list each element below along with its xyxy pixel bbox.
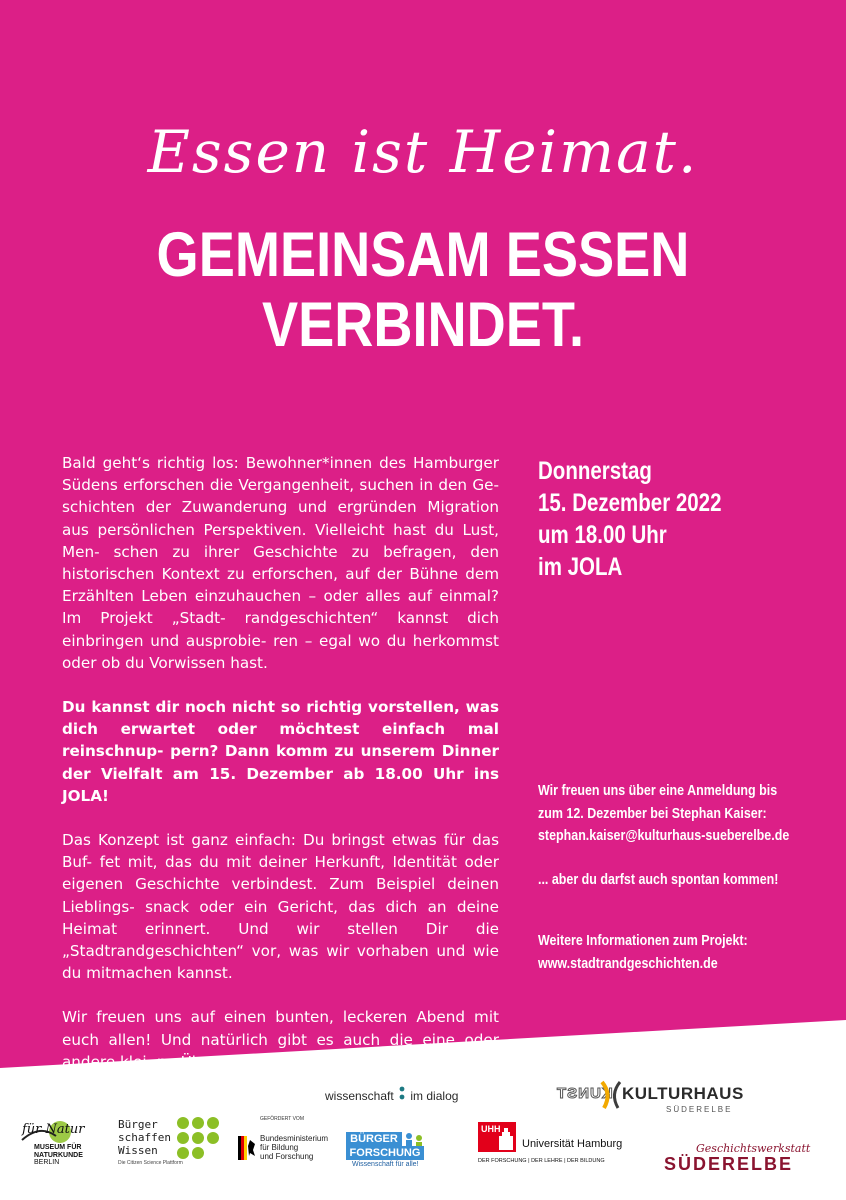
kulturhaus-swoosh-icon: [600, 1080, 622, 1110]
logo-universitaet-hamburg: UHH Universität Hamburg DER FORSCHUNG | DER LEHRE | DER BILDUNG: [478, 1124, 623, 1164]
event-weekday: Donnerstag: [538, 457, 652, 485]
logo-kulturhaus-suederelbe: KUNST KULTURHAUS SÜDERELBE: [556, 1080, 736, 1126]
castle-icon: [498, 1128, 514, 1150]
invitation-paragraph: Du kannst dir noch nicht so richtig vorstellen, was dich erwartet oder möchtest einfach mal reinschnup- pern? Dann komm zu unserem Dinner der Vielfalt am 15. Dezember ab 18.00 Uhr ins JOLA!: [62, 698, 499, 805]
body-text: [62, 452, 499, 1095]
event-time: um 18.00 Uhr: [538, 521, 667, 549]
logo-bmbf: GEFÖRDERT VOM Bundesministerium für Bildung und Forschung: [238, 1116, 328, 1166]
logo-museum-fuer-naturkunde: für Natur MUSEUM FÜR NATURKUNDE BERLIN: [20, 1120, 92, 1170]
logo-wissenschaft-im-dialog: wissenschaft im dialog: [325, 1086, 458, 1103]
closing-paragraph: Wir freuen uns auf einen bunten, leckeren Abend mit euch allen! Und natürlich gibt es auch die eine oder andere klei- ne Überraschung...: [62, 1008, 500, 1071]
script-title: Essen ist Heimat.: [147, 118, 699, 186]
logo-geschichtswerkstatt-suederelbe: Geschichtswerkstatt SÜDERELBE: [664, 1142, 811, 1174]
project-website-link[interactable]: www.stadtrandgeschichten.de: [538, 955, 718, 972]
dots-icon: [399, 1086, 405, 1100]
registration-info: Wir freuen uns über eine Anmeldung bis zum 12. Dezember bei Stephan Kaiser: stephan.kaiser@kulturhaus-sueberelbe.de: [538, 780, 789, 848]
more-info: Weitere Informationen zum Projekt: www.stadtrandgeschichten.de: [538, 930, 748, 975]
concept-paragraph: Das Konzept ist ganz einfach: Du bringst etwas für das Buf- fet mit, das du mit deiner Herkunft, Identität oder eigenen Geschichte verbindest. Zum Beispiel deinen Lieblings- snack oder ein Gericht, das dich an deine Heimat erinnert. Und wir stellen Dir die „Stadtrandgeschichten“ vor, was wir vorhaben und wie du mitmachen kannst.: [62, 831, 500, 983]
headline: [59, 220, 787, 360]
event-date-block: [538, 455, 721, 583]
event-location: im JOLA: [538, 553, 623, 581]
green-dots-icon: [176, 1116, 220, 1160]
logo-buerger-schaffen-wissen: Bürger schaffen Wissen Die Citizen Science Plattform: [118, 1116, 228, 1166]
logo-buergerforschung: BÜRGER FORSCHUNG Wissenschaft für alle!: [346, 1132, 428, 1172]
headline-line-2: VERBINDET.: [261, 290, 585, 360]
contact-email[interactable]: stephan.kaiser@kulturhaus-sueberelbe.de: [538, 828, 790, 844]
event-date: 15. Dezember 2022: [538, 489, 722, 517]
federal-eagle-icon: [238, 1136, 256, 1160]
intro-paragraph: Bald geht‘s richtig los: Bewohner*innen des Hamburger Südens erforschen die Vergangenheit, suchen in den Ge- schichten der Zuwanderung und ergründen Migration aus persönlichen Perspektiven. Vielleicht hast du Lust, Men- schen zu ihrer Geschichte zu befragen, den historischen Kontext zu erforschen, auf der Bühne dem Erzählten Leben einzuhauchen – oder alles auf einmal? Im Projekt „Stadt- randgeschichten“ kannst dich einbringen und ausprobie- ren – egal wo du herkommst oder ob du Vorwissen hast.: [62, 454, 500, 672]
sponsor-logos: [0, 1070, 846, 1200]
headline-line-1: GEMEINSAM ESSEN: [156, 220, 690, 290]
spontaneous-note: ... aber du darfst auch spontan kommen!: [538, 872, 779, 888]
